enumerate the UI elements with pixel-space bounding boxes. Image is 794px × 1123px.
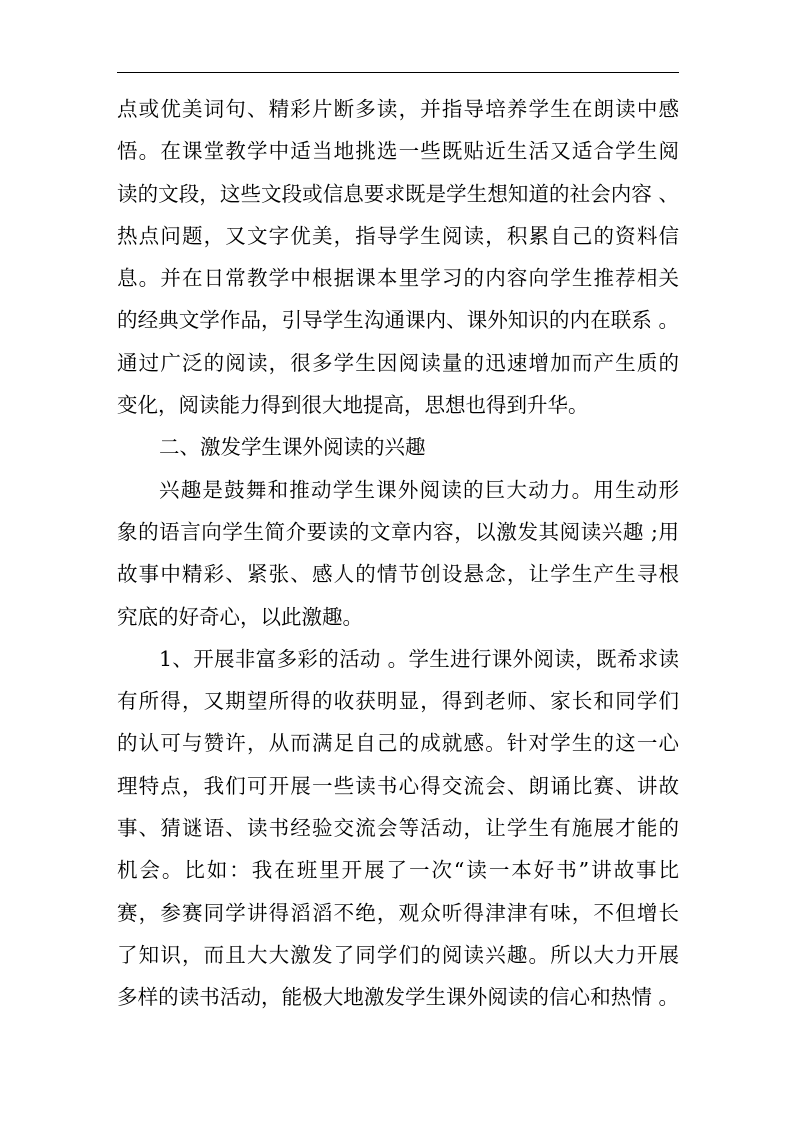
text-line: 兴趣是鼓舞和推动学生课外阅读的巨大动力。用生动形 (159, 477, 679, 502)
text-line: 通过广泛的阅读，很多学生因阅读量的迅速增加而产生质的 (117, 350, 679, 375)
text-line: 理特点，我们可开展一些读书心得交流会、朗诵比赛、讲故 (117, 773, 679, 798)
text-line: 象的语言向学生简介要读的文章内容，以激发其阅读兴趣 ;用 (117, 519, 679, 544)
text-line: 有所得，又期望所得的收获明显，得到老师、家长和同学们 (117, 689, 679, 714)
text-line: 事、猜谜语、读书经验交流会等活动，让学生有施展才能的 (117, 816, 679, 841)
text-line: 究底的好奇心，以此激趣。 (117, 604, 363, 629)
text-line: 机会。比如：我在班里开展了一次“读一本好书”讲故事比 (117, 858, 679, 883)
text-line: 热点问题，又文字优美，指导学生阅读，积累自己的资料信 (117, 223, 679, 248)
document-body (117, 88, 679, 1019)
text-line: 息。并在日常教学中根据课本里学习的内容向学生推荐相关 (117, 266, 679, 291)
text-line: 二、激发学生课外阅读的兴趣 (159, 435, 426, 460)
text-line: 赛，参赛同学讲得滔滔不绝，观众听得津津有味，不但增长 (117, 900, 679, 925)
text-line: 变化，阅读能力得到很大地提高，思想也得到升华。 (117, 393, 589, 418)
text-line: 点或优美词句、精彩片断多读，并指导培养学生在朗读中感 (117, 97, 679, 121)
text-line: 了知识，而且大大激发了同学们的阅读兴趣。所以大力开展 (117, 942, 679, 967)
text-line: 悟。在课堂教学中适当地挑选一些既贴近生活又适合学生阅 (117, 139, 679, 164)
text-line: 多样的读书活动，能极大地激发学生课外阅读的信心和热情 。 (117, 985, 679, 1010)
text-line: 的经典文学作品，引导学生沟通课内、课外知识的内在联系 。 (117, 308, 679, 333)
text-line: 的认可与赞许，从而满足自己的成就感。针对学生的这一心 (117, 731, 679, 756)
text-line: 故事中精彩、紧张、感人的情节创设悬念，让学生产生寻根 (117, 562, 679, 587)
text-line: 读的文段，这些文段或信息要求既是学生想知道的社会内容 、 (117, 181, 679, 206)
header-rule (117, 72, 679, 73)
text-line: 1、开展非富多彩的活动 。学生进行课外阅读，既希求读 (159, 646, 679, 671)
